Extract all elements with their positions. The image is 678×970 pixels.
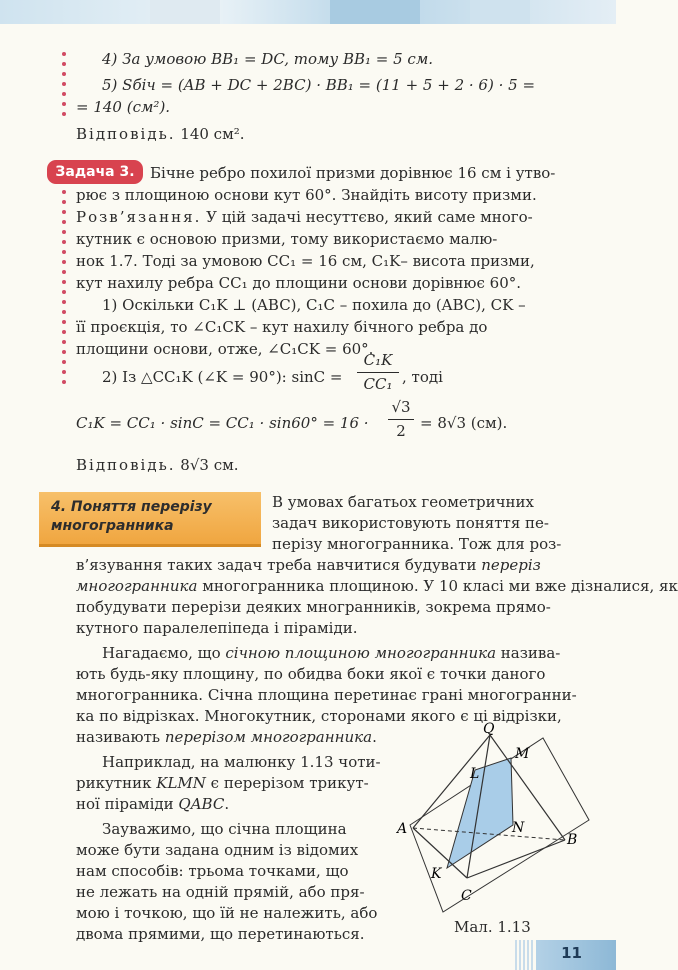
section-text: побудувати перерізи деяких многранників, зокрема прямо- <box>76 598 551 616</box>
figure-caption: Мал. 1.13 <box>454 918 531 936</box>
page-number-tab <box>536 940 616 970</box>
pyramid-section-figure <box>395 720 595 920</box>
formula-2-right: = 8√3 (см). <box>420 414 508 432</box>
formula-2-numerator: √3 <box>391 398 411 416</box>
task-3-line-1: Бічне ребро похилої призми дорівнює 16 см і утво- <box>150 164 556 182</box>
section-text: ють будь-яку площину, по обидва боки якої є точки даного <box>76 665 546 683</box>
section-text: мою і точкою, що їй не належить, або <box>76 904 378 922</box>
formula-2-denominator: 2 <box>396 422 406 440</box>
section-text: многогранника многогранника площиною. У 10 класі ми вже дізналися, як <box>76 577 678 595</box>
section-title-line-2: многогранника <box>51 518 174 534</box>
section-heading <box>39 492 261 547</box>
formula-1-left: 2) Із △CC₁K (∠K = 90°): sinC = <box>102 368 343 386</box>
section-text: Наприклад, на малюнку 1.13 чоти- <box>102 753 381 771</box>
margin-dots-task <box>62 190 66 390</box>
solution-step-4: 4) За умовою BB₁ = DC, тому BB₁ = 5 см. <box>102 50 434 68</box>
label-M: M <box>515 746 530 762</box>
margin-dots-top <box>62 52 66 122</box>
label-B: B <box>567 832 578 848</box>
label-C: C <box>461 888 472 904</box>
answer-value: 8√3 см. <box>180 456 239 474</box>
section-title-line-1: 4. Поняття перерізу <box>51 499 212 515</box>
section-text: називають перерізом многогранника. <box>76 728 377 746</box>
section-text: ної піраміди QABC. <box>76 795 230 813</box>
section-text: ка по відрізках. Многокутник, сторонами якого є ці відрізки, <box>76 707 562 725</box>
section-text: може бути задана одним із відомих <box>76 841 359 859</box>
section-text: Нагадаємо, що січною площиною многогранника назива- <box>102 644 561 662</box>
task-3-line-8: її проєкція, то ∠C₁CK – кут нахилу бічного ребра до <box>76 318 488 336</box>
formula-1-fraction-bar <box>357 372 399 373</box>
solution-intro: Розв’язання. У цій задачі несуттєво, який саме много- <box>76 208 533 226</box>
task-3-line-9: площини основи, отже, ∠C₁CK = 60°. <box>76 340 374 358</box>
formula-2-fraction-bar <box>388 419 414 420</box>
answer-1 <box>76 124 245 144</box>
label-N: N <box>512 820 525 836</box>
label-A: A <box>397 821 408 837</box>
solution-step-5a: 5) Sбіч = (AB + DC + 2BC) · BB₁ = (11 + 5 + 2 · 6) · 5 = <box>102 76 536 94</box>
label-K: K <box>431 866 442 882</box>
page-number-stripe <box>515 940 533 970</box>
label-Q: Q <box>483 721 495 737</box>
solution-step-5b: = 140 (см²). <box>76 98 171 116</box>
task-3-badge: Задача 3. <box>47 160 143 184</box>
label-L: L <box>470 766 480 782</box>
section-text: не лежать на одній прямій, або пря- <box>76 883 365 901</box>
task-3-line-6: кут нахилу ребра CC₁ до площини основи дорівнює 60°. <box>76 274 522 292</box>
section-text: двома прямими, що перетинаються. <box>76 925 365 943</box>
solution-label: Розв’язання. <box>76 208 202 226</box>
task-3-line-2: рює з площиною основи кут 60°. Знайдіть висоту призми. <box>76 186 537 204</box>
formula-1-right: , тоді <box>402 368 443 386</box>
section-text: задач використовують поняття пе- <box>272 514 549 532</box>
answer-label: Відповідь. <box>76 456 176 474</box>
formula-1-denominator: CC₁ <box>363 375 393 393</box>
formula-1-numerator: C₁K <box>363 351 393 369</box>
answer-value: 140 см². <box>180 125 245 143</box>
section-text: перізу многогранника. Тож для роз- <box>272 535 562 553</box>
section-text: многогранника. Січна площина перетинає грані многогранни- <box>76 686 577 704</box>
section-text: В умовах багатьох геометричних <box>272 493 535 511</box>
formula-2-left: C₁K = CC₁ · sinC = CC₁ · sin60° = 16 · <box>76 414 369 432</box>
answer-label: Відповідь. <box>76 125 176 143</box>
section-text: рикутник KLMN є перерізом трикут- <box>76 774 369 792</box>
top-decoration-bar <box>0 0 616 24</box>
section-text: кутного паралелепіпеда і піраміди. <box>76 619 358 637</box>
task-3-line-4: кутник є основою призми, тому використаємо малю- <box>76 230 498 248</box>
page-number: 11 <box>561 944 582 962</box>
task-3-line-7: 1) Оскільки C₁K ⊥ (ABC), C₁C – похила до (ABC), CK – <box>102 296 526 314</box>
section-text: в’язування таких задач треба навчитися будувати переріз <box>76 556 541 574</box>
section-text: нам способів: трьома точками, що <box>76 862 349 880</box>
task-3-line-5: нок 1.7. Тоді за умовою CC₁ = 16 см, C₁K– висота призми, <box>76 252 535 270</box>
section-text: Зауважимо, що січна площина <box>102 820 347 838</box>
answer-2 <box>76 455 239 475</box>
